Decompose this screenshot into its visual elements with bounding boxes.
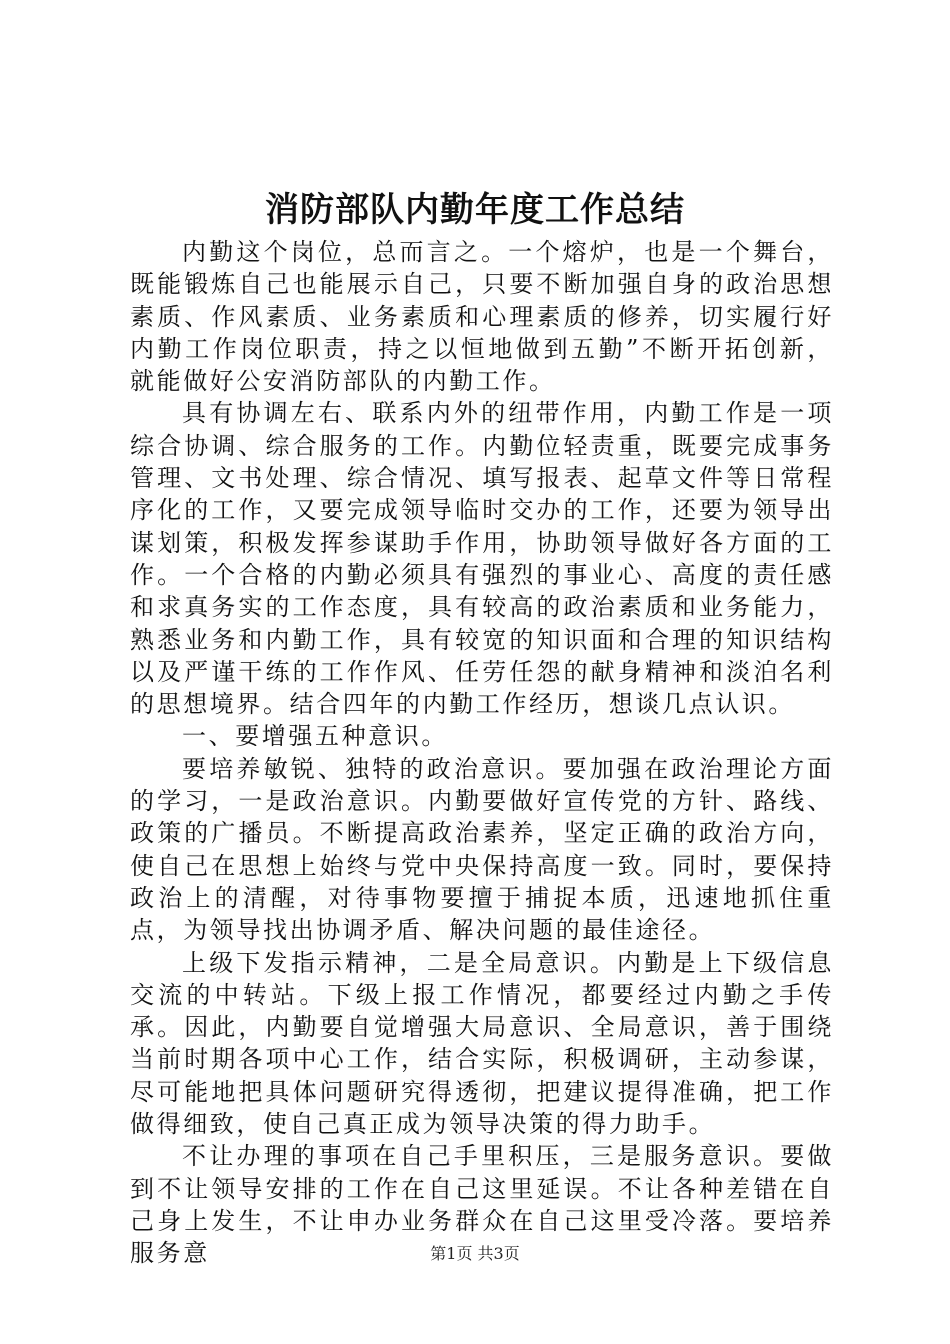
document-body [130,236,834,1270]
paragraph-political-awareness: 要培养敏锐、独特的政治意识。要加强在政治理论方面的学习，一是政治意识。内勤要做好宣传党的方针、路线、政策的广播员。不断提高政治素养，坚定正确的政治方向，使自己在思想上始终与党中央保持高度一致。同时，要保持政治上的清醒，对待事物要擅于捕捉本质，迅速地抓住重点，为领导找出协调矛盾、解决问题的最佳途径。 [130,754,834,945]
paragraph-service-awareness: 不让办理的事项在自己手里积压，三是服务意识。要做到不让领导安排的工作在自己这里延误。不让各种差错在自己身上发生，不让申办业务群众在自己这里受冷落。要培养服务意 [130,1142,834,1268]
page-number-footer: 第1页 共3页 [430,1244,520,1263]
paragraph-intro: 内勤这个岗位，总而言之。一个熔炉，也是一个舞台，既能锻炼自己也能展示自己，只要不断加强自身的政治思想素质、作风素质、业务素质和心理素质的修养，切实履行好内勤工作岗位职责，持之以恒地做到五勤”不断开拓创新，就能做好公安消防部队的内勤工作。 [130,238,834,396]
section-heading-five-awareness: 一、要增强五种意识。 [182,722,448,751]
paragraph-overall-awareness: 上级下发指示精神，二是全局意识。内勤是上下级信息交流的中转站。下级上报工作情况，都要经过内勤之手传承。因此，内勤要自觉增强大局意识、全局意识，善于围绕当前时期各项中心工作，结合实际，积极调研，主动参谋，尽可能地把具体问题研究得透彻，把建议提得准确，把工作做得细致，使自己真正成为领导决策的得力助手。 [130,948,834,1139]
document-title: 消防部队内勤年度工作总结 [265,190,685,230]
paragraph-role: 具有协调左右、联系内外的纽带作用，内勤工作是一项综合协调、综合服务的工作。内勤位轻责重，既要完成事务管理、文书处理、综合情况、填写报表、起草文件等日常程序化的工作，又要完成领导临时交办的工作，还要为领导出谋划策，积极发挥参谋助手作用，协助领导做好各方面的工作。一个合格的内勤必须具有强烈的事业心、高度的责任感和求真务实的工作态度，具有较高的政治素质和业务能力，熟悉业务和内勤工作，具有较宽的知识面和合理的知识结构以及严谨干练的工作作风、任劳任怨的献身精神和淡泊名利的思想境界。结合四年的内勤工作经历，想谈几点认识。 [130,399,834,719]
